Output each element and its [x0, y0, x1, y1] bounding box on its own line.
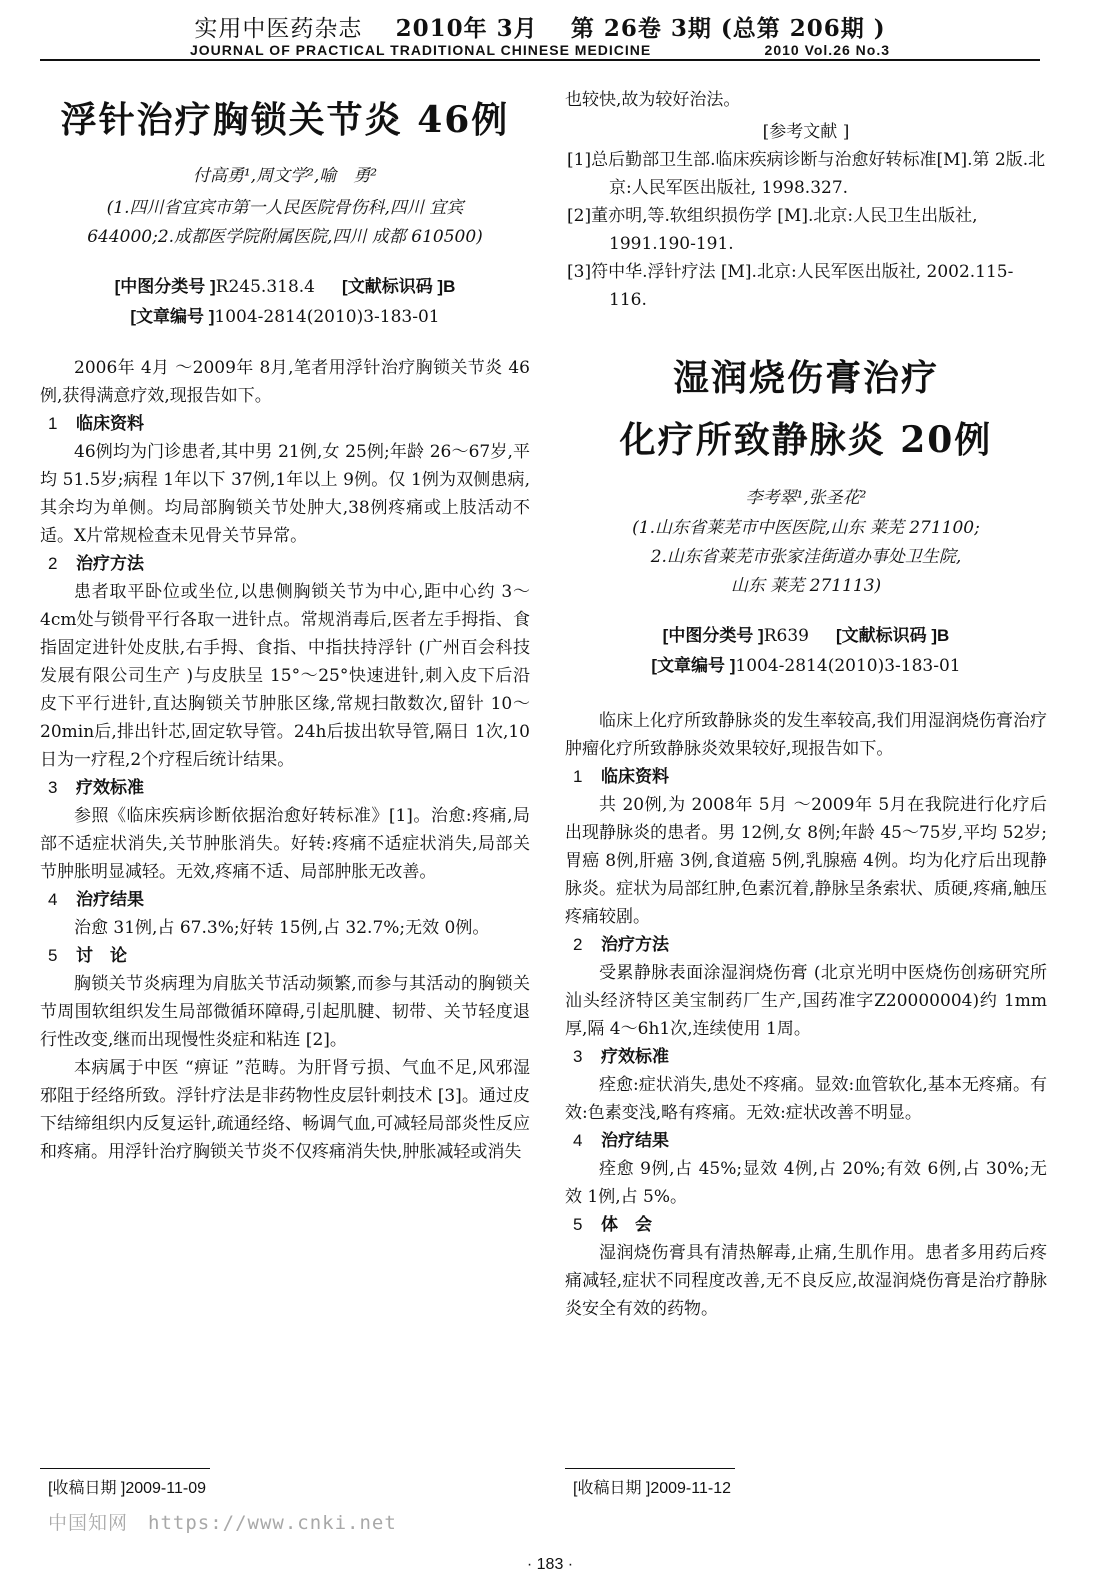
doc-label: [文献标识码 ]	[342, 277, 444, 296]
article2-section-1-heading: 1 临床资料	[573, 767, 669, 786]
article1-received: [收稿日期 ]2009-11-09	[48, 1480, 206, 1497]
article2-affiliation-line2: 2.山东省莱芜市张家洼街道办事处卫生院,	[650, 547, 962, 567]
article2-received: [收稿日期 ]2009-11-12	[573, 1480, 731, 1497]
article2-authors: 李考翠¹,张圣花²	[745, 488, 867, 508]
article1-section-3-heading: 3 疗效标准	[48, 778, 144, 797]
reference-item: [2]董亦明,等.软组织损伤学 [M].北京:人民卫生出版社, 1991.190-191.	[567, 206, 978, 254]
journal-name-cn: 实用中医药杂志	[194, 16, 363, 42]
references-heading: [参考文献 ]	[762, 122, 850, 142]
article2-section-4-heading: 4 治疗结果	[573, 1131, 669, 1150]
journal-name-en: JOURNAL OF PRACTICAL TRADITIONAL CHINESE MEDICINE	[190, 42, 652, 58]
volume-cn: 第 26卷 3期 (总第 206期 )	[570, 15, 886, 42]
article1-affiliation-line1: (1.四川省宜宾市第一人民医院骨伤科,四川 宜宾	[106, 198, 464, 218]
right-column	[565, 86, 1047, 1323]
article1-intro: 2006年 4月 ～2009年 8月,笔者用浮针治疗胸锁关节炎 46例,获得满意疗效,现报告如下。	[40, 358, 530, 406]
article1-classification	[40, 272, 530, 332]
doc-value: B	[443, 277, 456, 296]
article2-affiliation-line1: (1.山东省莱芜市中医医院,山东 莱芜 271100;	[632, 518, 980, 538]
doc-label: [文献标识码 ]	[836, 626, 938, 645]
article2-title-line2: 化疗所致静脉炎 20例	[619, 419, 993, 461]
article-no-value: 1004-2814(2010)3-183-01	[214, 307, 440, 327]
article2-title-line1: 湿润烧伤膏治疗	[672, 357, 939, 399]
clc-value: R245.318.4	[215, 277, 315, 297]
article1-section-5-text-3: 也较快,故为较好治法。	[565, 90, 741, 110]
article1-affiliation	[40, 194, 530, 252]
article2-section-5-text: 湿润烧伤膏具有清热解毒,止痛,生肌作用。患者多用药后疼痛减轻,症状不同程度改善,无不良反应,故湿润烧伤膏是治疗静脉炎安全有效的药物。	[565, 1243, 1047, 1319]
article2-section-1-text: 共 20例,为 2008年 5月 ～2009年 5月在我院进行化疗后出现静脉炎的患者。男 12例,女 8例;年龄 45～75岁,平均 52岁;胃癌 8例,肝癌 3例,食道癌 5例,乳腺癌 4例。均为化疗后出现静脉炎。症状为局部红肿,色素沉着,静脉呈条索状、质硬,疼痛,触压疼痛较剧。	[565, 795, 1047, 927]
journal-header	[40, 14, 1040, 61]
article1-section-2-heading: 2 治疗方法	[48, 554, 144, 573]
left-column	[40, 86, 530, 1166]
article-no-label: [文章编号 ]	[130, 307, 215, 326]
cnki-watermark: 中国知网 https://www.cnki.net	[48, 1512, 397, 1534]
doc-value: B	[937, 626, 950, 645]
article1-section-1-heading: 1 临床资料	[48, 414, 144, 433]
article1-section-4-text: 治愈 31例,占 67.3%;好转 15例,占 32.7%;无效 0例。	[74, 918, 490, 938]
article1-section-5-heading: 5 讨 论	[48, 946, 127, 965]
clc-label: [中图分类号 ]	[662, 626, 764, 645]
header-cn	[40, 14, 1040, 44]
header-rule	[40, 59, 1040, 61]
article2-affiliation	[565, 514, 1047, 601]
article2-section-5-heading: 5 体 会	[573, 1215, 652, 1234]
article2-classification	[565, 621, 1047, 681]
article2-section-2-text: 受累静脉表面涂湿润烧伤膏 (北京光明中医烧伤创疡研究所汕头经济特区美宝制药厂生产,国药准字Z20000004)约 1mm厚,隔 4～6h1次,连续使用 1周。	[565, 963, 1047, 1039]
article2-section-4-text: 痊愈 9例,占 45%;显效 4例,占 20%;有效 6例,占 30%;无效 1例,占 5%。	[565, 1159, 1047, 1207]
article2-section-3-heading: 3 疗效标准	[573, 1047, 669, 1066]
article2-section-2-heading: 2 治疗方法	[573, 935, 669, 954]
article1-footnote	[40, 1468, 530, 1501]
article2-affiliation-line3: 山东 莱芜 271113)	[730, 576, 882, 596]
article1-section-1-text: 46例均为门诊患者,其中男 21例,女 25例;年龄 26～67岁,平均 51.5岁;病程 1年以下 37例,1年以上 9例。仅 1例为双侧患病,其余均为单侧。均局部胸锁关节处肿大,38例疼痛或上肢活动不适。X片常规检查未见骨关节异常。	[40, 442, 530, 546]
reference-item: [3]符中华.浮针疗法 [M].北京:人民军医出版社, 2002.115-116.	[567, 262, 1014, 310]
article1-authors: 付高勇¹,周文学²,喻 勇²	[192, 166, 378, 186]
article1-section-5-text-2: 本病属于中医 “痹证 ”范畴。为肝肾亏损、气血不足,风邪湿邪阻于经络所致。浮针疗法是非药物性皮层针刺技术 [3]。通过皮下结缔组织内反复运针,疏通经络、畅调气血,可减轻局部炎性反应和疼痛。用浮针治疗胸锁关节炎不仅疼痛消失快,肿胀减轻或消失	[40, 1058, 530, 1162]
header-en	[40, 42, 1040, 58]
reference-item: [1]总后勤部卫生部.临床疾病诊断与治愈好转标准[M].第 2版.北京:人民军医出版社, 1998.327.	[567, 150, 1046, 198]
article2-intro: 临床上化疗所致静脉炎的发生率较高,我们用湿润烧伤膏治疗肿瘤化疗所致静脉炎效果较好,现报告如下。	[565, 711, 1047, 759]
issue-cn: 2010年 3月	[395, 15, 538, 42]
article-no-label: [文章编号 ]	[651, 656, 736, 675]
article1-section-2-text: 患者取平卧位或坐位,以患侧胸锁关节为中心,距中心约 3～4cm处与锁骨平行各取一进针点。常规消毒后,医者左手拇指、食指固定进针处皮肤,右手拇、食指、中指扶持浮针 (广州百会科技发展有限公司生产 )与皮肤呈 15°～25°快速进针,刺入皮下后沿皮下平行进针,直达胸锁关节肿胀区缘,常规扫散数次,留针 10～20min后,排出针芯,固定软导管。24h后拔出软导管,隔日 1次,10日为一疗程,2个疗程后统计结果。	[40, 582, 530, 770]
footnote-rule	[565, 1468, 735, 1469]
clc-label: [中图分类号 ]	[114, 277, 216, 296]
page-number: · 183 ·	[526, 1556, 574, 1573]
article1-section-3-text: 参照《临床疾病诊断依据治愈好转标准》[1]。治愈:疼痛,局部不适症状消失,关节肿胀消失。好转:疼痛不适症状消失,局部关节肿胀明显减轻。无效,疼痛不适、局部肿胀无改善。	[40, 806, 530, 882]
issue-en: 2010 Vol.26 No.3	[764, 42, 890, 58]
article2-footnote	[565, 1468, 1047, 1501]
article1-section-5-text-1: 胸锁关节炎病理为肩肱关节活动频繁,而参与其活动的胸锁关节周围软组织发生局部微循环障碍,引起肌腱、韧带、关节轻度退行性改变,继而出现慢性炎症和粘连 [2]。	[40, 974, 530, 1050]
clc-value: R639	[763, 626, 809, 646]
article1-affiliation-line2: 644000;2.成都医学院附属医院,四川 成都 610500)	[87, 227, 483, 247]
article2-section-3-text: 痊愈:症状消失,患处不疼痛。显效:血管软化,基本无疼痛。有效:色素变浅,略有疼痛。无效:症状改善不明显。	[565, 1075, 1047, 1123]
article-no-value: 1004-2814(2010)3-183-01	[735, 656, 961, 676]
article1-title: 浮针治疗胸锁关节炎 46例	[60, 99, 510, 141]
article1-section-4-heading: 4 治疗结果	[48, 890, 144, 909]
footnote-rule	[40, 1468, 210, 1469]
